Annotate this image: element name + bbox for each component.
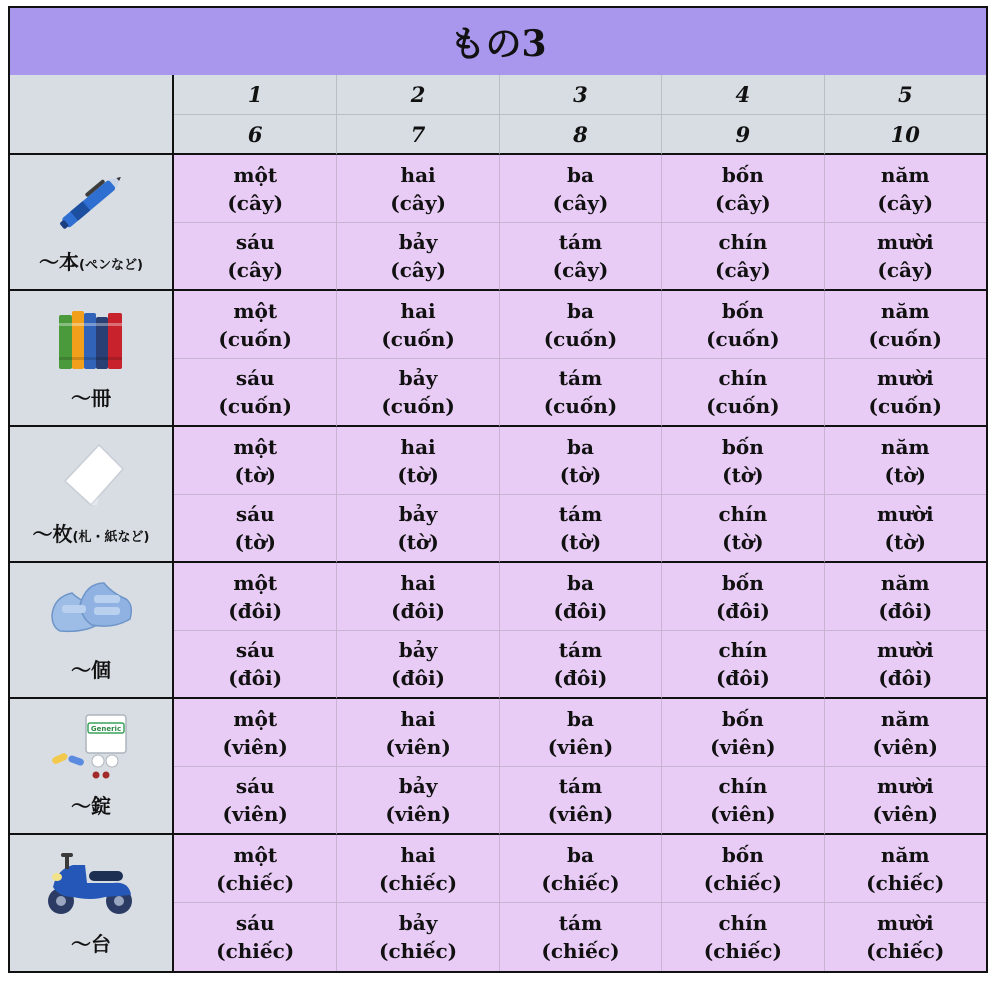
count-word: năm: [880, 570, 930, 595]
count-word: chín: [718, 638, 768, 662]
count-word: mười: [876, 366, 934, 390]
count-unit: (tờ): [884, 530, 927, 554]
count-word: hai: [400, 706, 436, 731]
count-cell: [336, 359, 498, 427]
count-word: tám: [558, 774, 603, 798]
count-unit: (tờ): [234, 462, 276, 487]
count-unit: (cuốn): [706, 394, 780, 418]
count-unit: (tờ): [559, 530, 602, 554]
motorbike-icon: [10, 847, 172, 917]
count-cell: [824, 699, 986, 767]
counter-word: 〜本: [39, 250, 80, 274]
count-cell: [661, 291, 823, 359]
pen-icon: [10, 167, 172, 237]
count-unit: (cây): [552, 258, 609, 282]
column-number: 6: [174, 115, 336, 155]
count-word: bốn: [721, 570, 764, 595]
counter-note: (ペンなど): [79, 258, 143, 273]
count-cell: [174, 291, 336, 359]
count-cell: [174, 835, 336, 903]
count-word: hai: [400, 434, 436, 459]
count-word: tám: [558, 911, 603, 935]
count-word: một: [233, 434, 278, 459]
count-cell: [499, 835, 661, 903]
count-unit: (viên): [547, 734, 614, 759]
count-word: sáu: [235, 774, 275, 798]
count-cell: [824, 767, 986, 835]
count-cell: [174, 631, 336, 699]
count-cell: [336, 427, 498, 495]
count-unit: (viên): [547, 802, 614, 826]
count-word: một: [233, 570, 278, 595]
count-unit: (tờ): [884, 462, 927, 487]
count-word: tám: [558, 502, 603, 526]
count-cell: [499, 155, 661, 223]
counter-word: 〜枚: [32, 522, 73, 546]
count-cell: [661, 563, 823, 631]
count-unit: (cây): [227, 190, 284, 215]
pills-icon: [10, 711, 172, 781]
count-cell: [174, 359, 336, 427]
count-cell: [336, 155, 498, 223]
count-unit: (chiếc): [703, 939, 782, 963]
count-cell: [336, 291, 498, 359]
count-unit: (tờ): [559, 462, 602, 487]
counter-word: 〜錠: [71, 794, 111, 818]
count-cell: [661, 767, 823, 835]
count-cell: [499, 631, 661, 699]
count-word: bốn: [721, 434, 764, 459]
count-word: bốn: [721, 706, 764, 731]
count-cell: [661, 835, 823, 903]
count-unit: (cây): [552, 190, 609, 215]
counter-table-sheet: [8, 6, 988, 973]
count-word: năm: [880, 434, 930, 459]
count-cell: [824, 155, 986, 223]
count-unit: (cây): [390, 190, 446, 215]
count-cell: [499, 699, 661, 767]
header-corner: [10, 75, 174, 155]
counter-label: [10, 699, 174, 835]
count-unit: (cuốn): [543, 326, 618, 351]
count-cell: [499, 223, 661, 291]
count-word: sáu: [235, 366, 275, 390]
count-unit: (tờ): [234, 530, 276, 554]
page-title: もの3: [10, 8, 986, 77]
count-cell: [174, 563, 336, 631]
count-cell: [336, 223, 498, 291]
counter-word: 〜個: [71, 658, 111, 682]
count-unit: (cây): [877, 258, 934, 282]
count-cell: [336, 563, 498, 631]
count-unit: (chiếc): [866, 870, 945, 895]
count-word: chín: [718, 366, 768, 390]
count-unit: (cuốn): [868, 394, 943, 418]
count-word: sáu: [235, 638, 275, 662]
count-unit: (tờ): [722, 462, 764, 487]
count-word: năm: [880, 298, 930, 323]
count-word: năm: [880, 162, 930, 187]
count-word: một: [233, 298, 278, 323]
count-unit: (đôi): [391, 666, 446, 690]
count-unit: (đôi): [878, 666, 933, 690]
count-cell: [824, 223, 986, 291]
counter-label: [10, 155, 174, 291]
count-word: ba: [567, 298, 594, 323]
count-unit: (chiếc): [379, 870, 458, 895]
count-unit: (cuốn): [706, 326, 780, 351]
count-unit: (tờ): [397, 462, 439, 487]
count-cell: [661, 495, 823, 563]
count-cell: [824, 291, 986, 359]
count-word: mười: [876, 774, 934, 798]
count-cell: [499, 767, 661, 835]
count-unit: (cuốn): [381, 326, 455, 351]
count-word: chín: [718, 230, 768, 254]
count-unit: (đôi): [553, 598, 608, 623]
count-cell: [824, 495, 986, 563]
count-cell: [174, 767, 336, 835]
count-cell: [336, 903, 498, 971]
count-unit: (chiếc): [216, 870, 295, 895]
count-cell: [661, 903, 823, 971]
count-unit: (viên): [872, 734, 938, 759]
count-cell: [661, 359, 823, 427]
count-unit: (viên): [222, 802, 288, 826]
count-word: bốn: [721, 842, 764, 867]
count-unit: (viên): [385, 734, 451, 759]
count-cell: [499, 359, 661, 427]
count-cell: [499, 903, 661, 971]
count-unit: (chiếc): [866, 939, 945, 963]
count-word: tám: [558, 366, 603, 390]
count-word: chín: [718, 774, 768, 798]
count-cell: [174, 155, 336, 223]
count-cell: [174, 427, 336, 495]
column-number: 2: [336, 75, 498, 115]
counter-caption: [10, 246, 172, 275]
column-number: 9: [661, 115, 823, 155]
counter-label: [10, 563, 174, 699]
counter-caption: [10, 518, 172, 547]
column-number: 7: [336, 115, 498, 155]
count-word: ba: [567, 434, 594, 459]
count-cell: [661, 699, 823, 767]
count-word: mười: [876, 230, 934, 254]
count-unit: (tờ): [722, 530, 764, 554]
count-unit: (chiếc): [541, 939, 620, 963]
count-cell: [661, 631, 823, 699]
count-unit: (cuốn): [218, 394, 292, 418]
counter-caption: [10, 654, 172, 683]
count-word: một: [233, 842, 278, 867]
count-word: tám: [558, 230, 603, 254]
count-word: mười: [876, 502, 934, 526]
count-cell: [174, 223, 336, 291]
count-cell: [499, 427, 661, 495]
count-cell: [499, 291, 661, 359]
count-cell: [336, 495, 498, 563]
count-cell: [499, 495, 661, 563]
count-word: tám: [558, 638, 603, 662]
count-word: hai: [400, 570, 436, 595]
column-number: 4: [661, 75, 823, 115]
counter-label: [10, 291, 174, 427]
count-unit: (cây): [390, 258, 446, 282]
counter-label: [10, 427, 174, 563]
counter-caption: [10, 928, 172, 957]
count-unit: (chiếc): [216, 939, 295, 963]
paper-icon: [10, 439, 172, 509]
count-cell: [824, 427, 986, 495]
counter-word: 〜台: [71, 932, 111, 956]
count-cell: [824, 835, 986, 903]
column-number: 8: [499, 115, 661, 155]
count-cell: [499, 563, 661, 631]
pills-bag-label: Generic: [90, 725, 122, 733]
count-word: chín: [718, 911, 768, 935]
count-word: hai: [400, 842, 436, 867]
count-cell: [824, 903, 986, 971]
count-word: sáu: [235, 911, 275, 935]
count-unit: (đôi): [715, 666, 770, 690]
count-cell: [336, 631, 498, 699]
count-word: chín: [718, 502, 768, 526]
count-unit: (cây): [715, 258, 771, 282]
count-unit: (đôi): [553, 666, 608, 690]
count-word: hai: [400, 162, 436, 187]
count-word: mười: [876, 638, 934, 662]
count-word: sáu: [235, 230, 275, 254]
count-cell: [824, 631, 986, 699]
count-unit: (đôi): [878, 598, 933, 623]
count-unit: (viên): [385, 802, 451, 826]
count-word: bảy: [398, 366, 438, 390]
count-cell: [824, 563, 986, 631]
count-word: bốn: [721, 298, 764, 323]
count-word: ba: [567, 706, 594, 731]
count-word: hai: [400, 298, 436, 323]
count-unit: (cuốn): [868, 326, 943, 351]
count-word: ba: [567, 570, 594, 595]
books-icon: [10, 303, 172, 373]
count-word: một: [233, 706, 278, 731]
count-unit: (chiếc): [703, 870, 782, 895]
count-word: bảy: [398, 911, 438, 935]
count-unit: (cuốn): [381, 394, 455, 418]
count-cell: [661, 223, 823, 291]
count-cell: [824, 359, 986, 427]
count-unit: (cuốn): [543, 394, 618, 418]
count-cell: [174, 495, 336, 563]
count-cell: [661, 155, 823, 223]
count-word: ba: [567, 842, 594, 867]
count-word: bảy: [398, 638, 438, 662]
count-cell: [661, 427, 823, 495]
count-unit: (cuốn): [218, 326, 292, 351]
column-number: 5: [824, 75, 986, 115]
count-word: sáu: [235, 502, 275, 526]
shoes-icon: [10, 575, 172, 645]
column-number: 1: [174, 75, 336, 115]
counter-caption: [10, 382, 172, 411]
count-word: năm: [880, 842, 930, 867]
count-unit: (viên): [710, 802, 776, 826]
count-unit: (viên): [872, 802, 938, 826]
count-unit: (chiếc): [541, 870, 620, 895]
count-unit: (cây): [715, 190, 771, 215]
count-word: ba: [567, 162, 594, 187]
counter-word: 〜冊: [71, 386, 111, 410]
count-unit: (cây): [227, 258, 284, 282]
counter-caption: [10, 790, 172, 819]
count-cell: [336, 835, 498, 903]
count-unit: (đôi): [228, 666, 283, 690]
count-cell: [336, 767, 498, 835]
count-cell: [174, 699, 336, 767]
count-cell: [174, 903, 336, 971]
count-word: bốn: [721, 162, 764, 187]
count-word: bảy: [398, 502, 438, 526]
count-unit: (chiếc): [379, 939, 458, 963]
column-number: 3: [499, 75, 661, 115]
count-word: một: [233, 162, 278, 187]
counter-label: [10, 835, 174, 971]
column-number: 10: [824, 115, 986, 155]
counter-note: (札・紙など): [72, 530, 150, 545]
count-unit: (viên): [222, 734, 288, 759]
count-unit: (tờ): [397, 530, 439, 554]
count-word: bảy: [398, 230, 438, 254]
count-word: bảy: [398, 774, 438, 798]
count-unit: (đôi): [228, 598, 283, 623]
count-word: năm: [880, 706, 930, 731]
count-unit: (đôi): [391, 598, 446, 623]
counter-grid: [10, 75, 986, 971]
count-cell: [336, 699, 498, 767]
count-unit: (viên): [710, 734, 776, 759]
count-unit: (đôi): [715, 598, 770, 623]
count-unit: (cây): [877, 190, 934, 215]
count-word: mười: [876, 911, 934, 935]
